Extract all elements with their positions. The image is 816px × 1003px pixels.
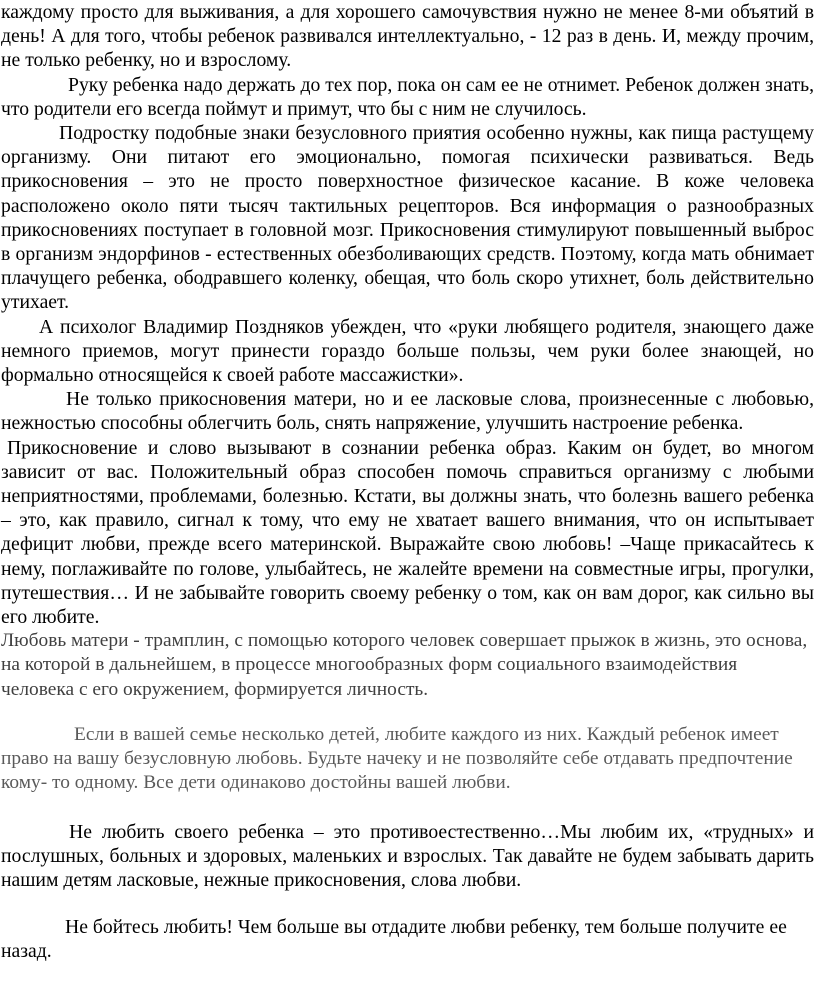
paragraph-hold-hand: Руку ребенка надо держать до тех пор, пока он сам ее не отнимет. Ребенок должен знать, что родители его всегда поймут и примут, что бы с ним не случилось. (1, 73, 814, 120)
paragraph-several-children: Если в вашей семье несколько детей, любите каждого из них. Каждый ребенок имеет право на вашу безусловную любовь. Будьте начеку и не позволяйте себе отдавать предпочтение кому- то одному. Все дети одинаково достойны вашей любви. (1, 723, 793, 794)
paragraph-hugs: каждому просто для выживания, а для хорошего самочувствия нужно не менее 8-ми объятий в день! А для того, чтобы ребенок развивался интеллектуально, - 12 раз в день. И, между прочим, не только ребенку, но и взрослому. (1, 1, 814, 72)
paragraph-dont-fear: Не бойтесь любить! Чем больше вы отдадите любви ребенку, тем больше получите ее назад. (1, 916, 787, 963)
paragraph-teenager-touch: Подростку подобные знаки безусловного приятия особенно нужны, как пища растущему организму. Они питают его эмоционально, помогая психически развиваться. Ведь прикосновения – это не просто поверхностное физическое касание. В коже человека расположено около пяти тысяч тактильных рецепторов. Вся информация о разнообразных прикосновениях поступает в головной мозг. Прикосновения стимулируют повышенный выброс в организм эндорфинов - естественных обезболивающих средств. Поэтому, когда мать обнимает плачущего ребенка, ободравшего коленку, обещая, что боль скоро утихнет, боль действительно утихает. (1, 122, 814, 314)
paragraph-psychologist-quote: А психолог Владимир Поздняков убежден, что «руки любящего родителя, знающего даже немного приемов, могут принести гораздо больше пользы, чем руки более знающей, но формально относящейся к своей работе массажистки». (1, 315, 814, 387)
paragraph-not-loving: Не любить своего ребенка – это противоестественно…Мы любим их, «трудных» и послушных, больных и здоровых, маленьких и взрослых. Так давайте не будем забывать дарить нашим детям ласковые, нежные прикосновения, слова любви. (1, 820, 814, 891)
paragraph-mothers-love: Любовь матери - трамплин, с помощью которого человек совершает прыжок в жизнь, это основа, на которой в дальнейшем, в процессе многообразных форм социального взаимодействия человека с его окружением, формируется личность. (1, 630, 808, 700)
paragraph-kind-words: Не только прикосновения матери, но и ее ласковые слова, произнесенные с любовью, нежностью способны облегчить боль, снять напряжение, улучшить настроение ребенка. (1, 388, 814, 435)
paragraph-image-in-mind: Прикосновение и слово вызывают в сознании ребенка образ. Каким он будет, во многом зависит от вас. Положительный образ способен помочь справиться организму с любыми неприятностями, проблемами, болезнью. Кстати, вы должны знать, что болезнь вашего ребенка – это, как правило, сигнал к тому, что ему не хватает вашего внимания, что он испытывает дефицит любви, прежде всего материнской. Выражайте свою любовь! –Чаще прикасайтесь к нему, поглаживайте по голове, улыбайтесь, не жалейте времени на совместные игры, прогулки, путешествия… И не забывайте говорить своему ребенку о том, как он вам дорог, как сильно вы его любите. (1, 436, 814, 629)
